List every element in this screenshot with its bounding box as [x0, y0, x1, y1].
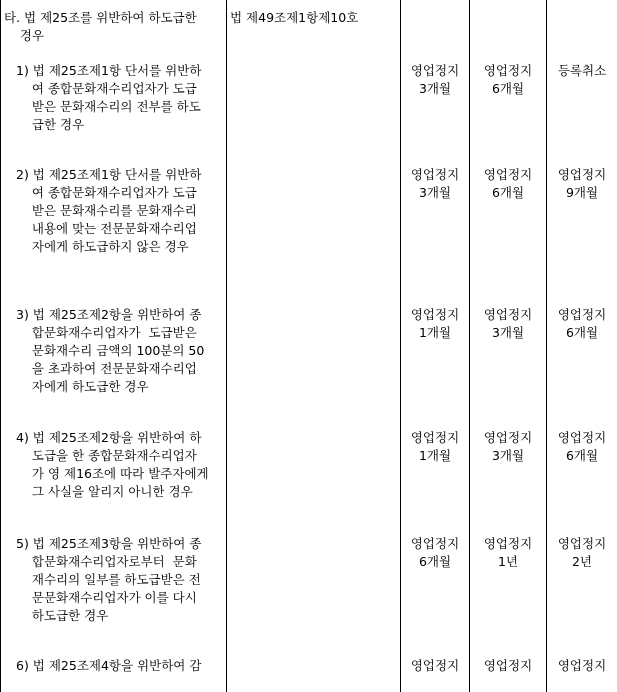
penalty-third: 영업정지 2년 [557, 536, 607, 569]
penalty-first: 영업정지 3개월 [410, 63, 460, 96]
violation-item: 5) 법 제25조제3항을 위반하여 종 합문화재수리업자로부터 문화 재수리의 일부를 하도급받은 전 문문화재수리업자가 이를 다시 하도급한 경우 [16, 536, 202, 623]
column-divider [0, 0, 1, 692]
column-divider [469, 0, 470, 692]
penalty-second: 영업정지 6개월 [483, 63, 533, 96]
penalty-second: 영업정지 3개월 [483, 307, 533, 340]
column-divider [226, 0, 227, 692]
penalty-second: 영업정지 3개월 [483, 430, 533, 463]
penalty-second: 영업정지 [483, 658, 533, 673]
penalty-first: 영업정지 3개월 [410, 167, 460, 200]
penalty-second: 영업정지 6개월 [483, 167, 533, 200]
column-divider [400, 0, 401, 692]
penalty-second: 영업정지 1년 [483, 536, 533, 569]
legal-basis: 법 제49조제1항제10호 [230, 10, 359, 25]
violation-item: 3) 법 제25조제2항을 위반하여 종 합문화재수리업자가 도급받은 문화재수리 금액의 100분의 50 을 초과하여 전문문화재수리업 자에게 하도급한 경우 [16, 307, 205, 394]
column-divider [546, 0, 547, 692]
penalty-third: 영업정지 6개월 [557, 307, 607, 340]
penalty-third: 영업정지 [557, 658, 607, 673]
penalty-first: 영업정지 1개월 [410, 307, 460, 340]
penalty-first: 영업정지 [410, 658, 460, 673]
violation-item: 6) 법 제25조제4항을 위반하여 감 [16, 658, 202, 673]
penalty-third: 영업정지 6개월 [557, 430, 607, 463]
violation-item: 1) 법 제25조제1항 단서를 위반하 여 종합문화재수리업자가 도급 받은 문화재수리의 전부를 하도 급한 경우 [16, 63, 202, 132]
penalty-first: 영업정지 6개월 [410, 536, 460, 569]
penalty-third: 등록취소 [557, 63, 607, 78]
penalty-third: 영업정지 9개월 [557, 167, 607, 200]
violation-item: 4) 법 제25조제2항을 위반하여 하 도급을 한 종합문화재수리업자 가 영 제16조에 따라 발주자에게 그 사실을 알리지 아니한 경우 [16, 430, 209, 499]
violation-heading: 타. 법 제25조를 위반하여 하도급한 경우 [4, 10, 197, 43]
penalty-first: 영업정지 1개월 [410, 430, 460, 463]
violation-item: 2) 법 제25조제1항 단서를 위반하 여 종합문화재수리업자가 도급 받은 문화재수리를 문화재수리 내용에 맞는 전문문화재수리업 자에게 하도급하지 않은 경우 [16, 167, 202, 254]
